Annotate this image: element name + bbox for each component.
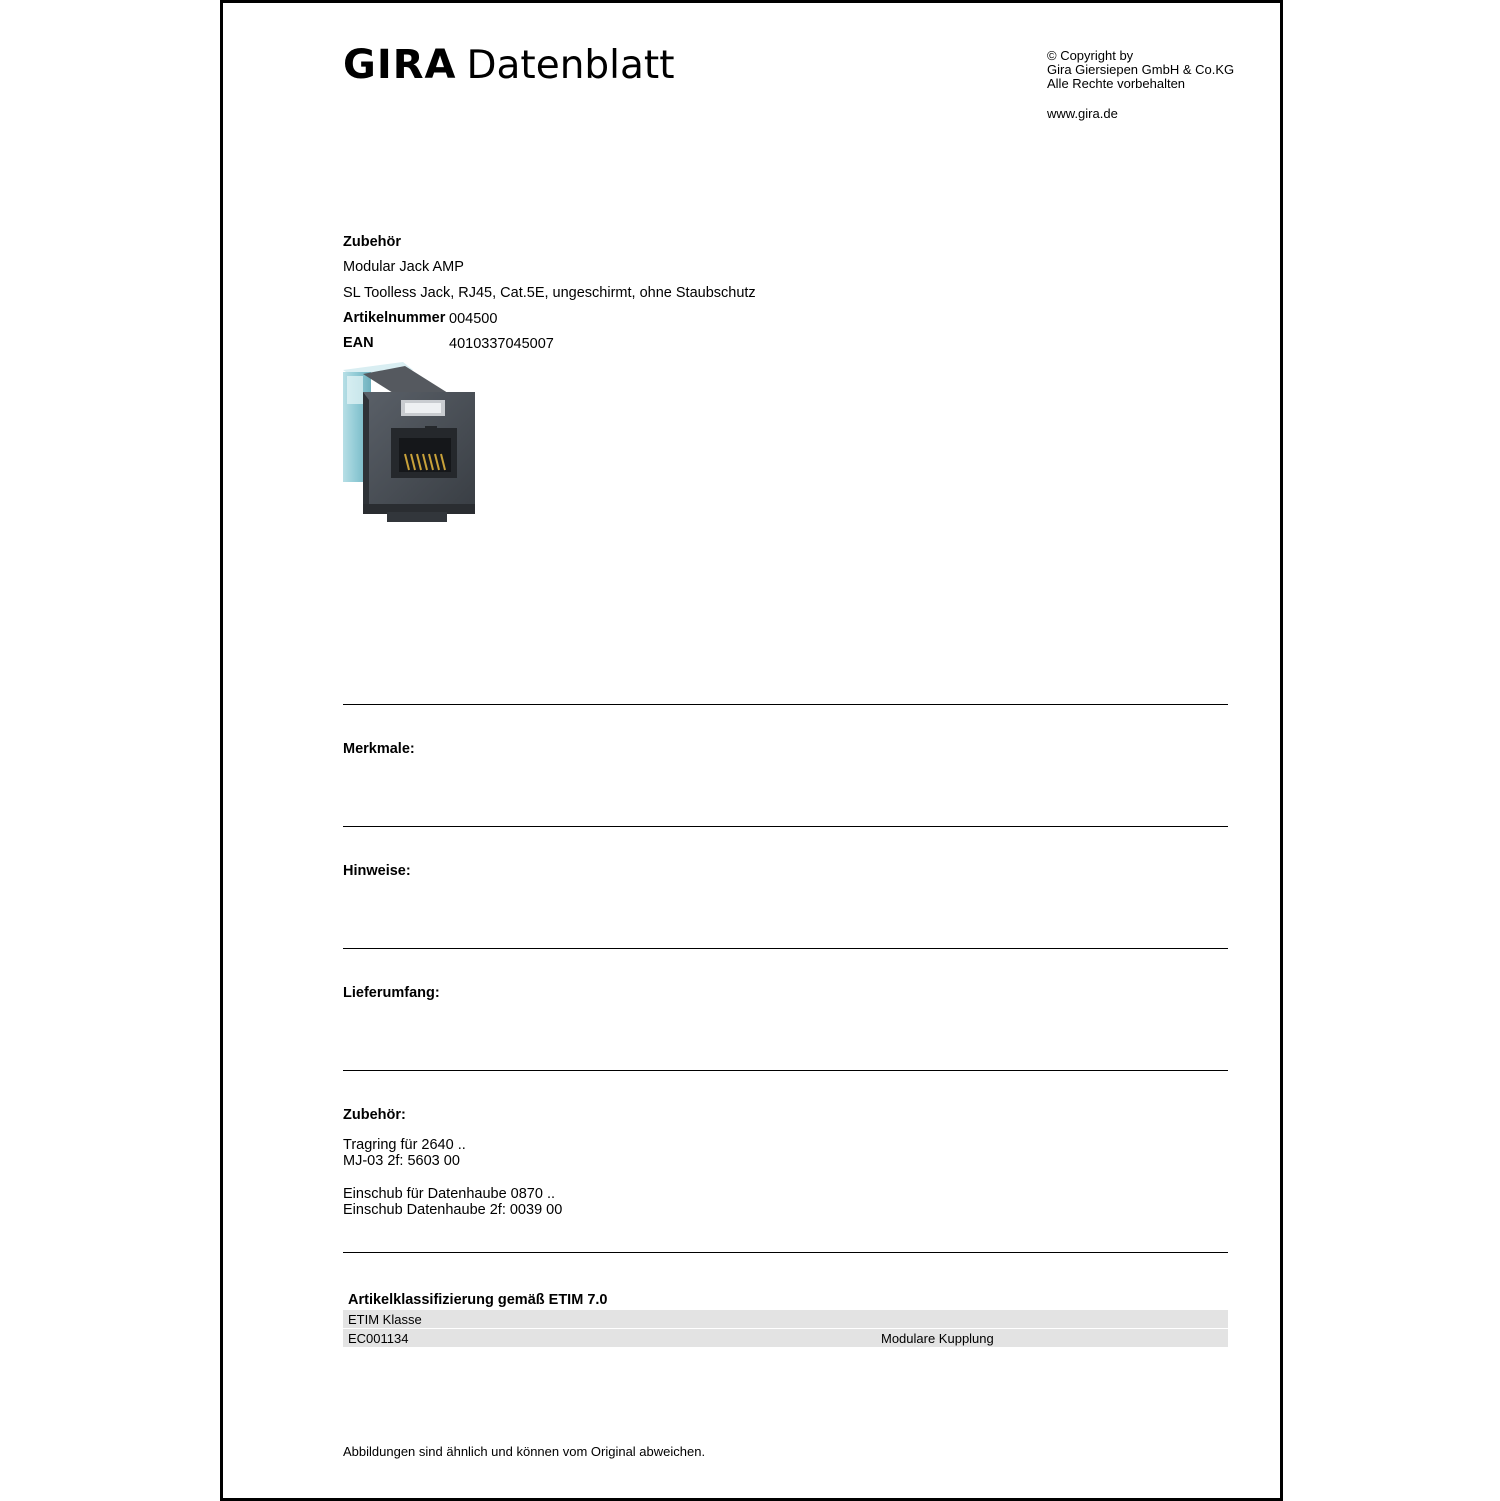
section-divider bbox=[343, 948, 1228, 949]
article-number-label: Artikelnummer bbox=[343, 310, 446, 326]
disclaimer-footer: Abbildungen sind ähnlich und können vom Original abweichen. bbox=[343, 1444, 706, 1459]
lieferumfang-heading: Lieferumfang: bbox=[343, 985, 440, 1001]
product-name: Modular Jack AMP bbox=[343, 259, 464, 275]
merkmale-heading: Merkmale: bbox=[343, 741, 415, 757]
table-row bbox=[343, 1329, 1228, 1347]
hinweise-heading: Hinweise: bbox=[343, 863, 411, 879]
etim-class-label: ETIM Klasse bbox=[348, 1312, 422, 1327]
gira-logo bbox=[343, 42, 675, 88]
etim-class-code: EC001134 bbox=[348, 1331, 409, 1346]
list-item: Einschub Datenhaube 2f: 0039 00 bbox=[343, 1202, 563, 1218]
section-divider bbox=[343, 1252, 1228, 1253]
ean-value: 4010337045007 bbox=[449, 336, 554, 352]
list-item: Tragring für 2640 .. bbox=[343, 1137, 466, 1153]
section-divider bbox=[343, 826, 1228, 827]
etim-header-row bbox=[343, 1310, 1228, 1328]
zubehoer-heading: Zubehör: bbox=[343, 1107, 406, 1123]
etim-title: Artikelklassifizierung gemäß ETIM 7.0 bbox=[348, 1292, 608, 1308]
brand-name: GIRA bbox=[343, 42, 457, 88]
product-description: SL Toolless Jack, RJ45, Cat.5E, ungeschirmt, ohne Staubschutz bbox=[343, 285, 756, 301]
copyright-line: © Copyright by bbox=[1047, 48, 1134, 63]
document-title: Datenblatt bbox=[466, 43, 675, 88]
product-category: Zubehör bbox=[343, 234, 401, 250]
copyright-line: Gira Giersiepen GmbH & Co.KG bbox=[1047, 62, 1235, 77]
section-divider bbox=[343, 1070, 1228, 1071]
rj45-jack-icon bbox=[343, 362, 478, 524]
list-item: Einschub für Datenhaube 0870 .. bbox=[343, 1186, 556, 1202]
copyright-line: Alle Rechte vorbehalten bbox=[1047, 76, 1186, 91]
website-link[interactable]: www.gira.de bbox=[1047, 106, 1118, 121]
section-divider bbox=[343, 704, 1228, 705]
list-item: MJ-03 2f: 5603 00 bbox=[343, 1153, 460, 1169]
copyright-notice bbox=[1047, 49, 1234, 91]
etim-class-name: Modulare Kupplung bbox=[881, 1331, 994, 1346]
article-number-value: 004500 bbox=[449, 311, 498, 327]
ean-label: EAN bbox=[343, 335, 374, 351]
accessories-list bbox=[343, 1137, 562, 1218]
